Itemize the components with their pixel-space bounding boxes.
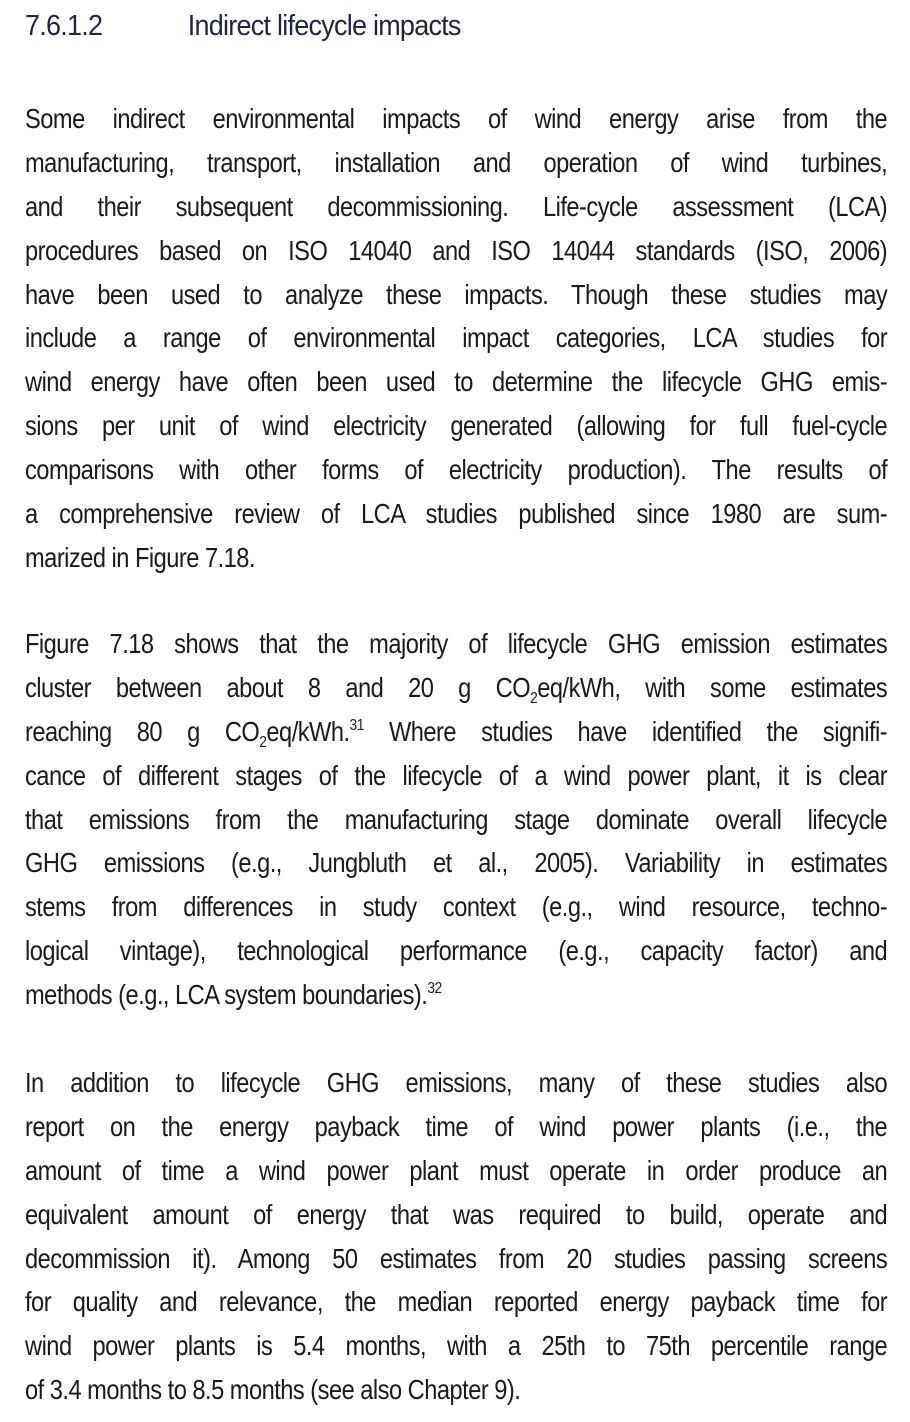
text-line: have been used to analyze these impacts. Though these studies may <box>25 278 888 310</box>
text-line: wind power plants is 5.4 months, with a 25th to 75th percentile range <box>25 1330 888 1362</box>
section-title: Indirect lifecycle impacts <box>187 10 461 42</box>
section-heading <box>25 10 461 54</box>
text-line: manufacturing, transport, installation and operation of wind turbines, <box>25 146 888 178</box>
paragraph-lca-intro <box>25 97 887 580</box>
text-line: GHG emissions (e.g., Jungbluth et al., 2005). Variability in estimates <box>25 847 888 879</box>
text-line: equivalent amount of energy that was required to build, operate and <box>25 1198 888 1230</box>
text-line: of 3.4 months to 8.5 months (see also Chapter 9). <box>25 1374 521 1406</box>
footnote-ref-32[interactable]: 32 <box>427 980 442 998</box>
paragraph-energy-payback <box>25 1061 887 1412</box>
text-line: Some indirect environmental impacts of wind energy arise from the <box>25 103 888 134</box>
text-line: methods (e.g., LCA system boundaries).$^{32}$ <box>25 979 442 1011</box>
section-number: 7.6.1.2 <box>25 10 103 42</box>
text-line: for quality and relevance, the median reported energy payback time for <box>25 1286 888 1318</box>
text-line: a comprehensive review of LCA studies published since 1980 are sum- <box>25 498 888 530</box>
subscript: 2 <box>259 733 267 751</box>
paragraph-ghg-estimates <box>25 622 887 1017</box>
text-line: cance of different stages of the lifecycle of a wind power plant, it is clear <box>25 759 888 791</box>
text-line: reaching 80 g $CO_2eq/kWh.^{31}$ Where studies have identified the signifi- <box>25 715 888 751</box>
text-line: marized in Figure 7.18. <box>25 541 256 573</box>
text-line: cluster between about 8 and 20 g $CO_2eq$/kWh, with some estimates <box>25 671 888 707</box>
text-line: wind energy have often been used to determine the lifecycle GHG emis- <box>25 366 888 398</box>
text-line: amount of time a wind power plant must operate in order produce an <box>25 1154 888 1186</box>
text-line: and their subsequent decommissioning. Life-cycle assessment (LCA) <box>25 190 888 222</box>
text-line: procedures based on ISO 14040 and ISO 14044 standards (ISO, 2006) <box>25 234 888 266</box>
text-line: decommission it). Among 50 estimates from 20 studies passing screens <box>25 1242 888 1274</box>
text-line: logical vintage), technological performance (e.g., capacity factor) and <box>25 935 888 967</box>
text-line: that emissions from the manufacturing stage dominate overall lifecycle <box>25 803 888 835</box>
text-line: sions per unit of wind electricity generated (allowing for full fuel-cycle <box>25 410 888 442</box>
text-line: In addition to lifecycle GHG emissions, many of these studies also <box>25 1067 888 1098</box>
text-line: stems from differences in study context (e.g., wind resource, techno- <box>25 891 888 923</box>
text-line: include a range of environmental impact categories, LCA studies for <box>25 322 888 354</box>
text-line: comparisons with other forms of electricity production). The results of <box>25 454 888 486</box>
text-line: report on the energy payback time of wind power plants (i.e., the <box>25 1110 888 1142</box>
subscript: 2 <box>530 689 538 707</box>
text-line: Figure 7.18 shows that the majority of lifecycle GHG emission estimates <box>25 628 888 659</box>
footnote-ref-31[interactable]: 31 <box>349 716 364 734</box>
